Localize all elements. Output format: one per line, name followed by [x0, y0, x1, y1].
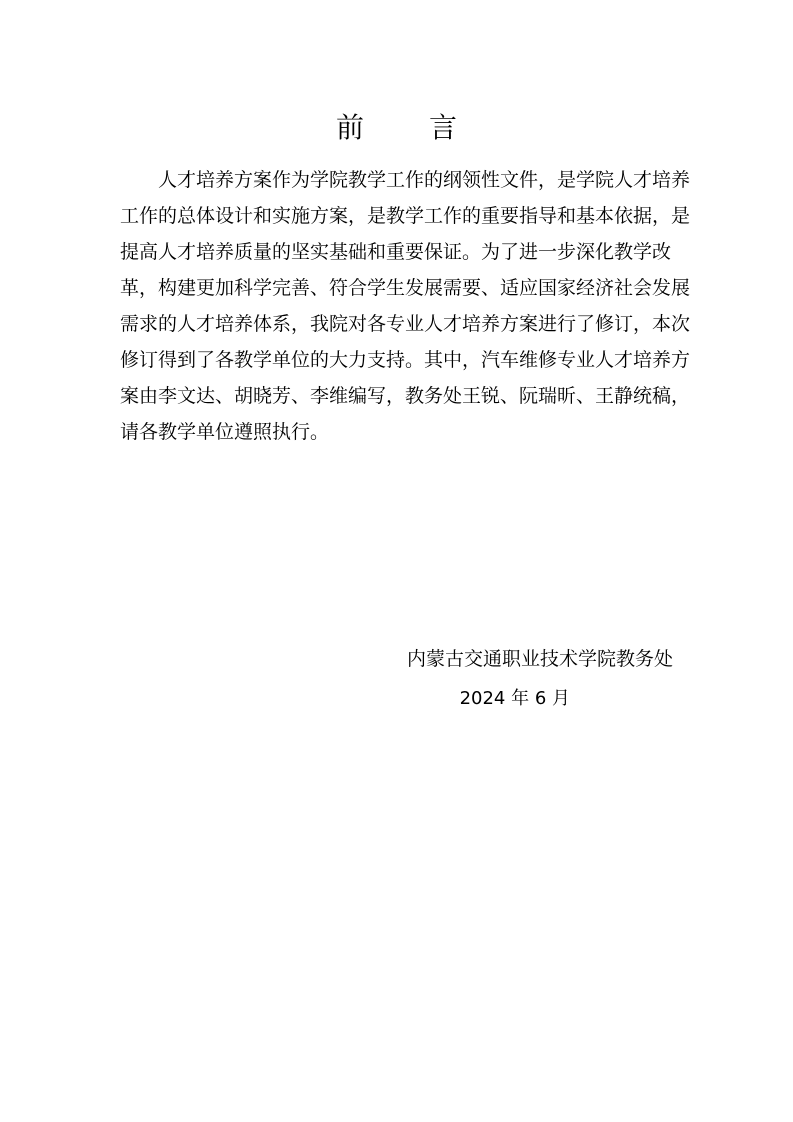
signature-organization: 内蒙古交通职业技术学院教务处 [406, 648, 673, 670]
paragraph-line: 人才培养方案作为学院教学工作的纲领性文件，是学院人才培养 [120, 169, 691, 191]
paragraph-line: 工作的总体设计和实施方案，是教学工作的重要指导和基本依据，是 [120, 205, 691, 227]
paragraph-line: 修订得到了各教学单位的大力支持。其中，汽车维修专业人才培养方 [120, 349, 691, 371]
page-title: 前 言 [336, 111, 485, 144]
signature-date: 2024 年 6 月 [459, 688, 570, 709]
preface-paragraph [120, 162, 691, 450]
paragraph-line: 需求的人才培养体系，我院对各专业人才培养方案进行了修订，本次 [120, 313, 691, 335]
paragraph-line: 请各教学单位遵照执行。 [120, 421, 330, 443]
paragraph-line: 提高人才培养质量的坚实基础和重要保证。为了进一步深化教学改 [120, 241, 672, 263]
paragraph-line: 革，构建更加科学完善、符合学生发展需要、适应国家经济社会发展 [120, 277, 691, 299]
paragraph-line: 案由李文达、胡晓芳、李维编写，教务处王锐、阮瑞昕、王静统稿， [120, 385, 691, 407]
